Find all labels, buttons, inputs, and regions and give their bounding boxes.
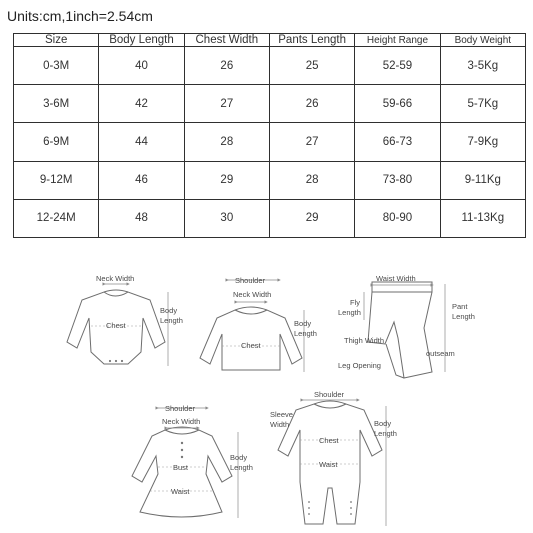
header-body-weight: Body Weight: [440, 34, 525, 47]
header-body-length: Body Length: [99, 34, 184, 47]
shirt-length-label: Length: [294, 329, 317, 338]
pants-pant-length-label: Length: [452, 312, 475, 321]
table-row: [14, 47, 526, 85]
cell-pants-length: 29: [269, 199, 354, 237]
cell-chest-width: 28: [184, 123, 269, 161]
cell-size: 0-3M: [14, 47, 99, 85]
dress-buttons: [181, 442, 183, 458]
cell-pants-length: 25: [269, 47, 354, 85]
cell-pants-length: 28: [269, 161, 354, 199]
cell-chest-width: 30: [184, 199, 269, 237]
shirt-outline: [200, 310, 302, 370]
cell-body-length: 48: [99, 199, 184, 237]
table-header-row: [14, 34, 526, 47]
measurement-diagrams-svg: [0, 260, 533, 533]
bodysuit-length-label: Length: [160, 316, 183, 325]
shirt-shoulder-label: Shoulder: [235, 276, 266, 285]
cell-body-weight: 7-9Kg: [440, 123, 525, 161]
shirt-chest-label: Chest: [241, 341, 261, 350]
shirt-body-label: Body: [294, 319, 312, 328]
table-row: [14, 199, 526, 237]
cell-chest-width: 26: [184, 47, 269, 85]
romper-snaps: [308, 501, 352, 515]
cell-height-range: 80-90: [355, 199, 440, 237]
romper-sleeve-width-label: Width: [270, 420, 290, 429]
cell-pants-length: 27: [269, 123, 354, 161]
cell-chest-width: 29: [184, 161, 269, 199]
cell-body-length: 42: [99, 85, 184, 123]
romper-length-label: Length: [374, 429, 397, 438]
header-pants-length: Pants Length: [269, 34, 354, 47]
dress-length-label: Length: [230, 463, 253, 472]
cell-body-length: 44: [99, 123, 184, 161]
bodysuit-body-label: Body: [160, 306, 178, 315]
romper-collar: [314, 401, 346, 404]
cell-height-range: 66-73: [355, 123, 440, 161]
dress-shoulder-label: Shoulder: [165, 404, 196, 413]
cell-body-weight: 11-13Kg: [440, 199, 525, 237]
pants-waistband: [372, 282, 432, 292]
romper-waist-label: Waist: [319, 460, 338, 469]
romper-body-label: Body: [374, 419, 392, 428]
cell-body-length: 46: [99, 161, 184, 199]
dress-bust-label: Bust: [173, 463, 189, 472]
shirt-neck-width-label: Neck Width: [233, 290, 272, 299]
bodysuit-neck-width-label: Neck Width: [96, 274, 135, 283]
dress-waist-label: Waist: [171, 487, 190, 496]
header-chest-width: Chest Width: [184, 34, 269, 47]
cell-size: 6-9M: [14, 123, 99, 161]
romper-sleeve-label: Sleeve: [270, 410, 293, 419]
cell-size: 9-12M: [14, 161, 99, 199]
cell-height-range: 52-59: [355, 47, 440, 85]
measurement-diagrams: [0, 260, 533, 533]
bodysuit-diagram: [67, 274, 183, 366]
bodysuit-snaps: [109, 360, 123, 362]
shirt-diagram: [200, 276, 317, 372]
cell-body-weight: 3-5Kg: [440, 47, 525, 85]
pants-fly-length-label: Length: [338, 308, 361, 317]
table-row: [14, 123, 526, 161]
size-chart-table: [13, 33, 526, 238]
table-row: [14, 85, 526, 123]
units-note: Units:cm,1inch=2.54cm: [7, 8, 153, 24]
pants-leg-opening-label: Leg Opening: [338, 361, 381, 370]
header-size: Size: [14, 34, 99, 47]
cell-pants-length: 26: [269, 85, 354, 123]
cell-body-length: 40: [99, 47, 184, 85]
cell-chest-width: 27: [184, 85, 269, 123]
pants-waist-width-label: Waist Width: [376, 274, 416, 283]
pants-fly-label: Fly: [350, 298, 360, 307]
dress-diagram: [132, 404, 253, 518]
pants-diagram: [338, 274, 475, 378]
cell-body-weight: 5-7Kg: [440, 85, 525, 123]
pants-pant-label: Pant: [452, 302, 468, 311]
romper-diagram: [270, 390, 397, 526]
dress-neck-width-label: Neck Width: [162, 417, 201, 426]
romper-shoulder-label: Shoulder: [314, 390, 345, 399]
pants-outseam-label: outseam: [426, 349, 455, 358]
dress-collar: [165, 427, 199, 430]
header-height-range: Height Range: [355, 34, 440, 47]
pants-thigh-width-label: Thigh Width: [344, 336, 385, 345]
cell-body-weight: 9-11Kg: [440, 161, 525, 199]
shirt-collar: [235, 307, 267, 310]
cell-height-range: 73-80: [355, 161, 440, 199]
bodysuit-collar: [104, 290, 128, 292]
bodysuit-chest-label: Chest: [106, 321, 126, 330]
romper-chest-label: Chest: [319, 436, 339, 445]
cell-height-range: 59-66: [355, 85, 440, 123]
dress-body-label: Body: [230, 453, 248, 462]
cell-size: 12-24M: [14, 199, 99, 237]
cell-size: 3-6M: [14, 85, 99, 123]
table-row: [14, 161, 526, 199]
